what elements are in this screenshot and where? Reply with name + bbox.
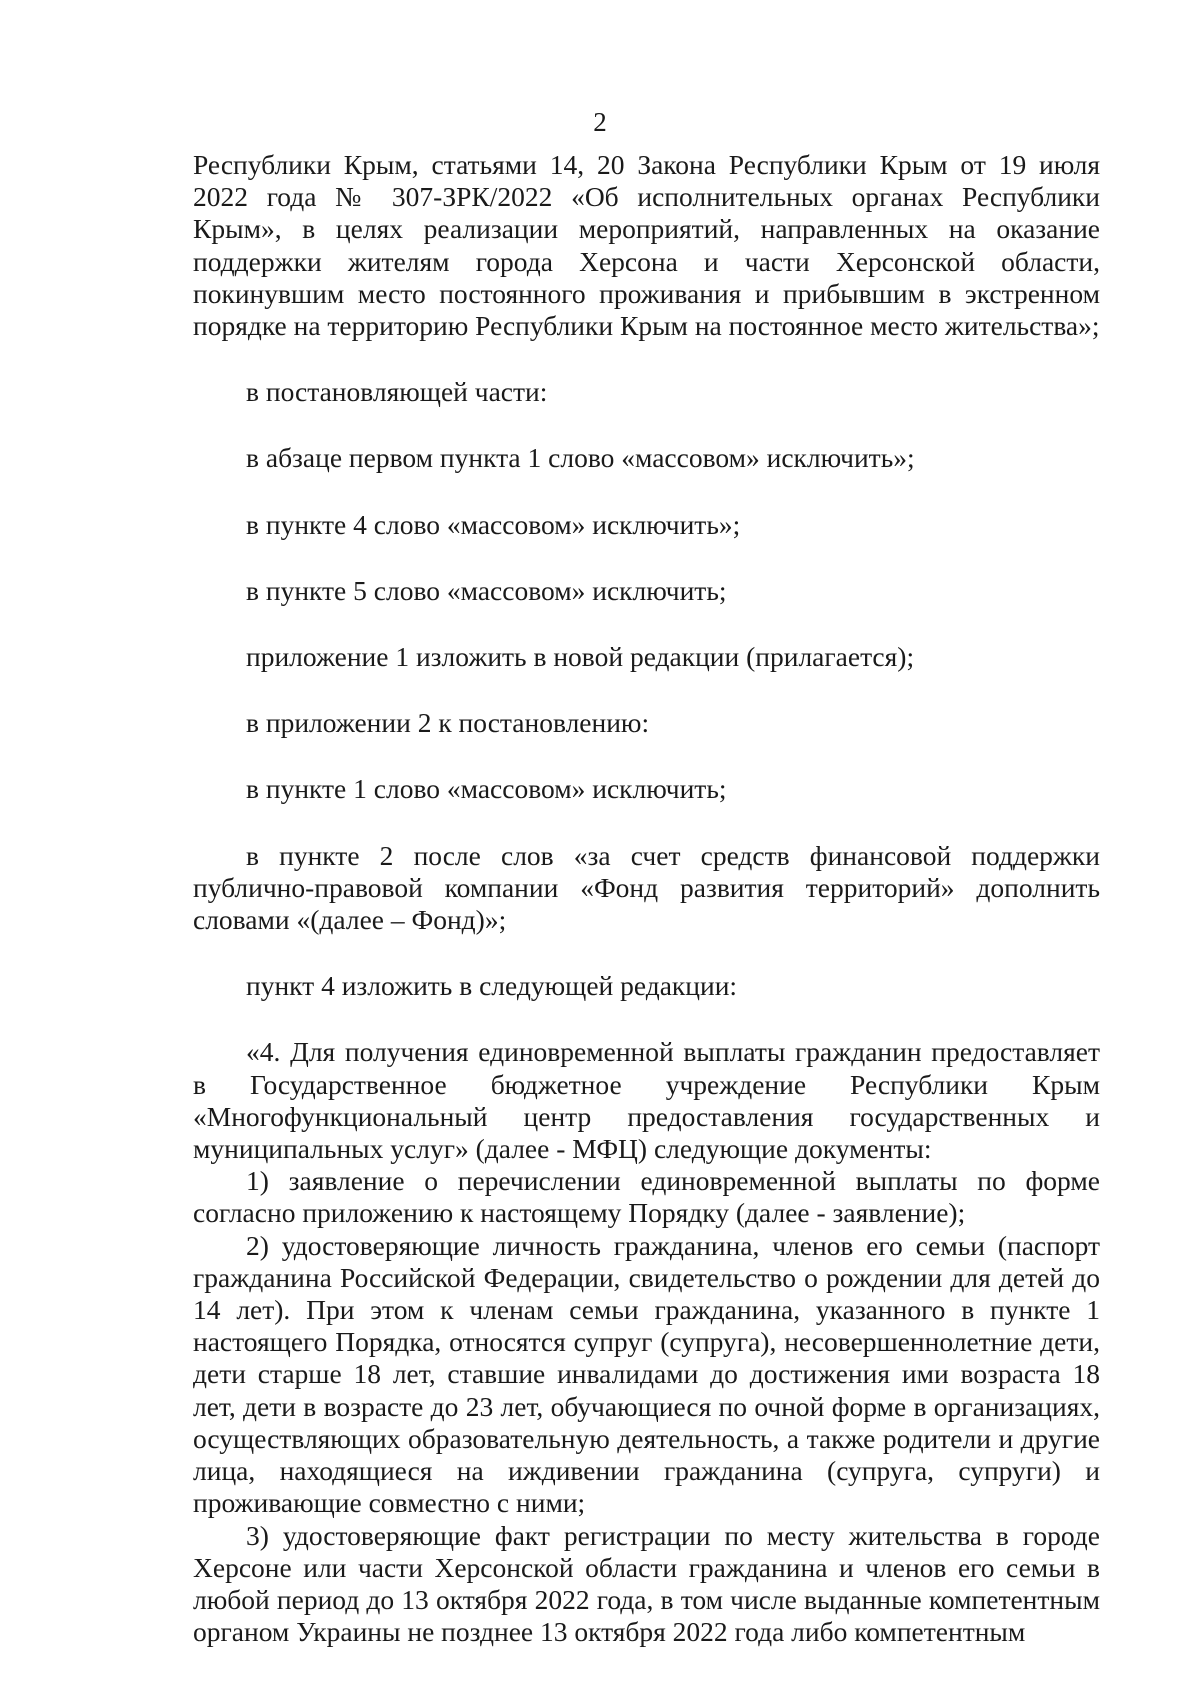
paragraph-appendix-2-heading: в приложении 2 к постановлению: (246, 707, 650, 739)
paragraph-appendix-2-item-1: в пункте 1 слово «массовом» исключить; (246, 773, 727, 805)
document-body (193, 149, 1100, 1648)
paragraph-appendix-2-item-2: в пункте 2 после слов «за счет средств финансовой поддержки публично-правовой компании «Фонд развития территорий» дополнить словами «(далее – Фонд)»; (193, 839, 1100, 936)
paragraph-item-4-amend: в пункте 4 слово «массовом» исключить»; (246, 508, 741, 540)
page-number: 2 (593, 107, 607, 137)
paragraph-item-4-new-edition: пункт 4 изложить в следующей редакции: (246, 970, 738, 1002)
paragraph-item-1-amend: в абзаце первом пункта 1 слово «массовом» исключить»; (246, 442, 915, 474)
paragraph-subitem-1: 1) заявление о перечислении единовременной выплаты по форме согласно приложению к настоящему Порядку (далее - заявление); (193, 1165, 1100, 1229)
paragraph-subitem-2: 2) удостоверяющие личность гражданина, членов его семьи (паспорт гражданина Российской Федерации, свидетельство о рождении для детей до 14 лет). При этом к членам семьи гражданина, указанного в пункте 1 настоящего Порядка, относятся супруг (супруга), несовершеннолетние дети, дети старше 18 лет, ставшие инвалидами до достижения ими возраста 18 лет, дети в возрасте до 23 лет, обучающиеся по очной форме в организациях, осуществляющих образовательную деятельность, а также родители и другие лица, находящиеся на иждивении гражданина (супруга, супруги) и проживающие совместно с ними; (193, 1229, 1100, 1519)
paragraph-preamble-end: Республики Крым, статьями 14, 20 Закона Республики Крым от 19 июля 2022 года № 307-ЗРК/2022 «Об исполнительных органах Республики Крым», в целях реализации мероприятий, направленных на оказание поддержки жителям города Херсона и части Херсонской области, покинувшим место постоянного проживания и прибывшим в экстренном порядке на территорию Республики Крым на постоянное место жительства»; (193, 149, 1100, 342)
paragraph-item-5-amend: в пункте 5 слово «массовом» исключить; (246, 574, 727, 606)
paragraph-clause-4: «4. Для получения единовременной выплаты гражданин предоставляет в Государственное бюджетное учреждение Республики Крым «Многофункциональный центр предоставления государственных и муниципальных услуг» (далее - МФЦ) следующие документы: (193, 1036, 1100, 1165)
paragraph-subitem-3: 3) удостоверяющие факт регистрации по месту жительства в городе Херсоне или части Херсонской области гражданина и членов его семьи в любой период до 13 октября 2022 года, в том числе выданные компетентным органом Украины не позднее 13 октября 2022 года либо компетентным (193, 1519, 1100, 1648)
paragraph-appendix-1-new: приложение 1 изложить в новой редакции (прилагается); (246, 641, 915, 673)
paragraph-operative-part: в постановляющей части: (246, 376, 548, 408)
